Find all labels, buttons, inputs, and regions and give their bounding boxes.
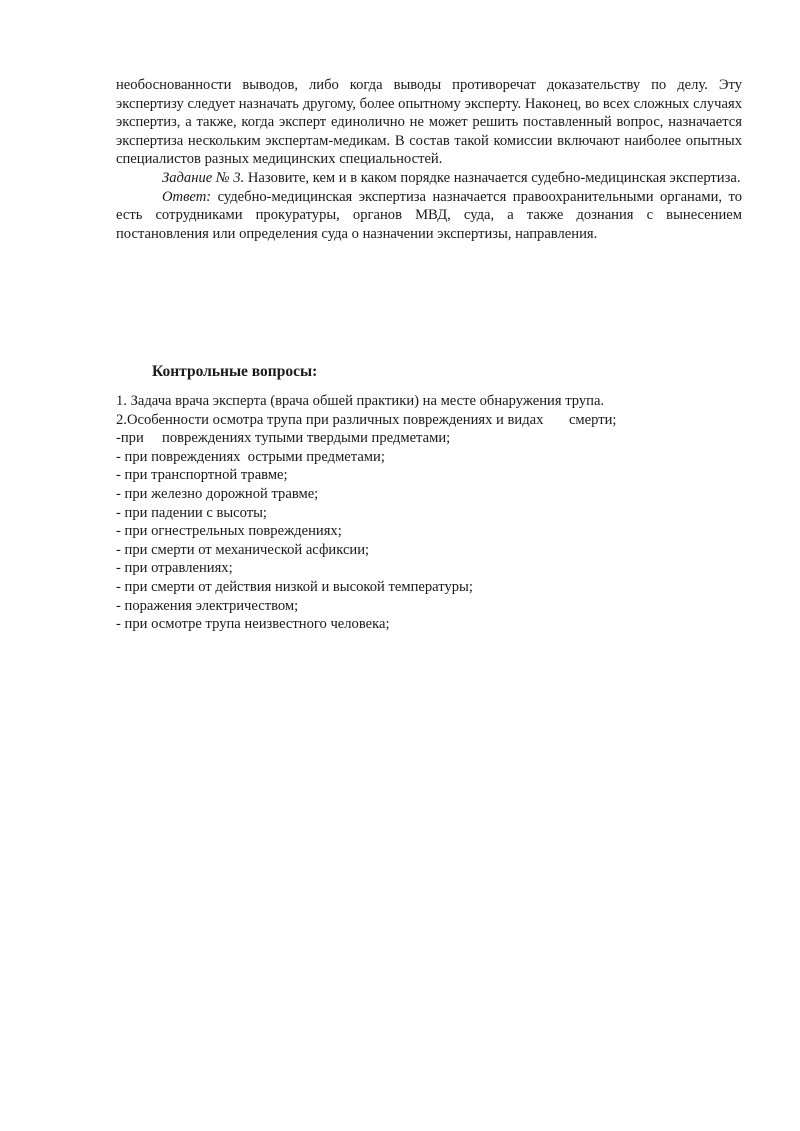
document-body (116, 76, 742, 243)
paragraph-expertise-commission: необоснованности выводов, либо когда выводы противоречат доказательству по делу. Эту экспертизу следует назначать другому, более опытному эксперту. Наконец, во всех сложных случаях экспертиз, а также, когда эксперт единолично не может решить поставленный вопрос, назначается экспертиза нескольким экспертам-медикам. В состав такой комиссии включают наиболее опытных специалистов разных медицинских специальностей. (116, 77, 742, 168)
question-item: 1. Задача врача эксперта (врача обшей практики) на месте обнаружения трупа. (116, 393, 605, 409)
question-item: - при осмотре трупа неизвестного человека; (116, 616, 390, 633)
question-item: - при транспортной травме; (116, 467, 288, 484)
question-item: - поражения электричеством; (116, 597, 299, 614)
question-item: - при железно дорожной травме; (116, 485, 319, 502)
question-item: - при смерти от механической асфиксии; (116, 541, 370, 558)
question-item: - при повреждениях острыми предметами; (116, 448, 385, 465)
control-questions-list (116, 392, 756, 634)
answer-label: Ответ: (162, 188, 212, 205)
question-item: - при отравлениях; (116, 560, 233, 577)
answer-text: судебно-медицинская экспертиза назначается правоохранительными органами, то есть сотрудниками прокуратуры, органов МВД, суда, а также дознания с вынесением постановления или определения суда о назначении экспертизы, направления. (116, 188, 742, 242)
question-item: 2.Особенности осмотра трупа при различных повреждениях и видах смерти; (116, 411, 617, 428)
control-questions-section (116, 362, 756, 634)
question-item: - при огнестрельных повреждениях; (116, 523, 342, 540)
question-item: - при смерти от действия низкой и высокой температуры; (116, 578, 473, 595)
task-3-paragraph (116, 169, 742, 188)
task-3-label: Задание № 3. (162, 169, 245, 186)
answer-paragraph (116, 188, 742, 244)
control-questions-heading: Контрольные вопросы: (152, 363, 318, 380)
task-3-text: Назовите, кем и в каком порядке назначается судебно-медицинская экспертиза. (244, 169, 741, 186)
question-item: -при повреждениях тупыми твердыми предметами; (116, 430, 451, 447)
question-item: - при падении с высоты; (116, 504, 267, 521)
